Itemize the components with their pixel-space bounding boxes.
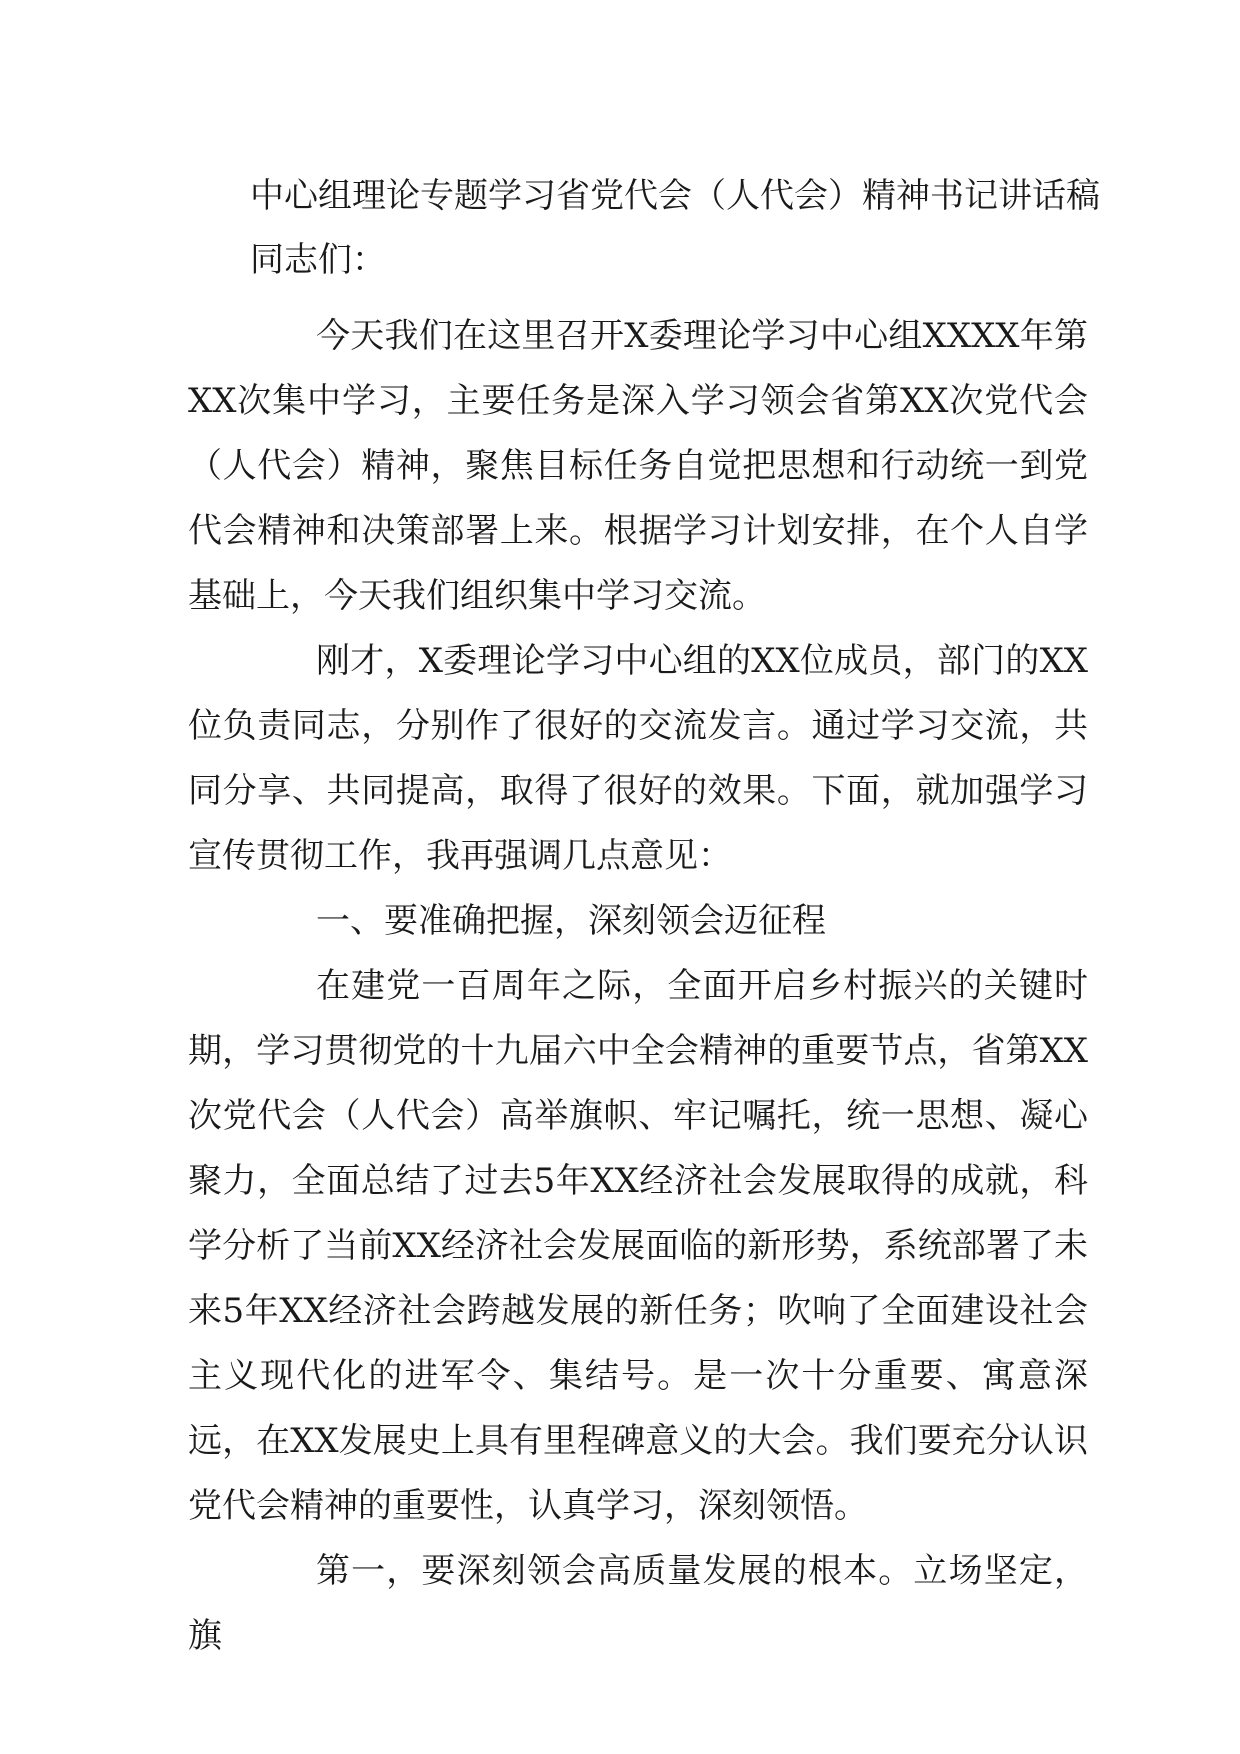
document-body <box>188 304 1088 1669</box>
paragraph-intro: 今天我们在这里召开X委理论学习中心组XXXX年第XX次集中学习，主要任务是深入学习领会省第XX次党代会（人代会）精神，聚焦目标任务自觉把思想和行动统一到党代会精神和决策部署上来。根据学习计划安排，在个人自学基础上，今天我们组织集中学习交流。 <box>188 316 1088 616</box>
paragraph-congress-significance: 在建党一百周年之际，全面开启乡村振兴的关键时期，学习贯彻党的十九届六中全会精神的重要节点，省第XX次党代会（人代会）高举旗帜、牢记嘱托，统一思想、凝心聚力，全面总结了过去5年XX经济社会发展取得的成就，科学分析了当前XX经济社会发展面临的新形势，系统部署了未来5年XX经济社会跨越发展的新任务；吹响了全面建设社会主义现代化的进军令、集结号。是一次十分重要、寓意深远，在XX发展史上具有里程碑意义的大会。我们要充分认识党代会精神的重要性，认真学习，深刻领悟。 <box>188 966 1088 1526</box>
paragraph-first-point: 第一，要深刻领会高质量发展的根本。立场坚定，旗 <box>188 1551 1088 1656</box>
section-heading-one: 一、要准确把握，深刻领会迈征程 <box>316 901 826 941</box>
paragraph-exchange: 刚才，X委理论学习中心组的XX位成员，部门的XX位负责同志，分别作了很好的交流发言。通过学习交流，共同分享、共同提高，取得了很好的效果。下面，就加强学习宣传贯彻工作，我再强调几点意见： <box>188 641 1088 876</box>
document-title: 中心组理论专题学习省党代会（人代会）精神书记讲话稿 <box>250 176 1100 216</box>
salutation: 同志们： <box>250 240 386 280</box>
